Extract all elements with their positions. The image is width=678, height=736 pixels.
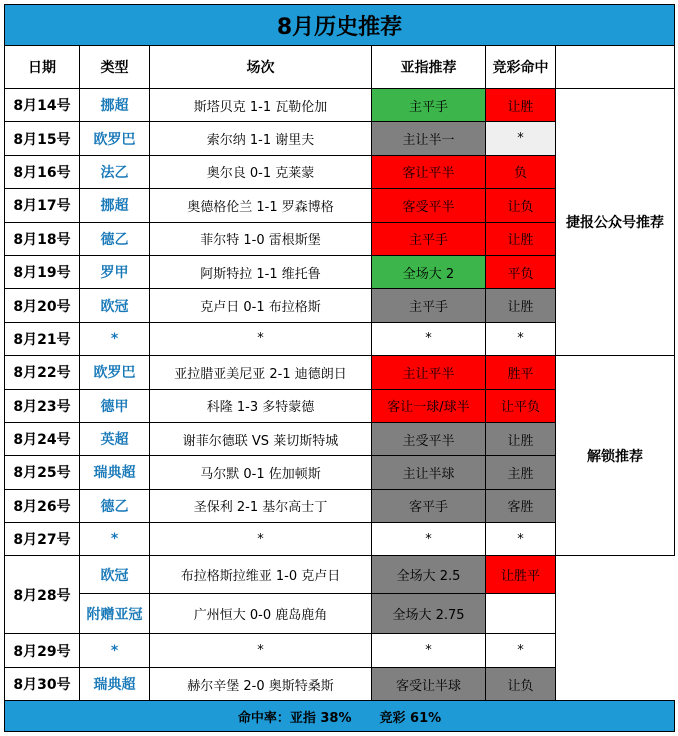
asia-cell: 客让一球/球半 <box>372 389 486 422</box>
type-cell: 附赠亚冠 <box>80 594 150 634</box>
jc-cell: 让负 <box>486 667 556 700</box>
match-cell: 广州恒大 0-0 鹿岛鹿角 <box>150 594 372 634</box>
date-cell: 8月16号 <box>5 155 80 188</box>
type-cell: 德甲 <box>80 389 150 422</box>
asia-cell: 全场大 2.75 <box>372 594 486 634</box>
footer-asia-rate: 命中率：亚指 38% <box>237 710 352 726</box>
side-label: 解锁推荐 <box>556 356 675 556</box>
side-label: 捷报公众号推荐 <box>556 89 675 356</box>
date-cell: 8月14号 <box>5 89 80 122</box>
jc-cell: 让胜 <box>486 422 556 455</box>
header-jc: 竞彩命中 <box>486 46 556 89</box>
asia-cell: 主让平半 <box>372 356 486 389</box>
footer-jc-rate: 竞彩 61% <box>379 710 442 726</box>
date-cell: 8月20号 <box>5 289 80 322</box>
match-cell: 阿斯特拉 1-1 维托鲁 <box>150 255 372 288</box>
match-cell: 圣保利 2-1 基尔高士丁 <box>150 489 372 522</box>
jc-cell: 胜平 <box>486 356 556 389</box>
match-cell: 克卢日 0-1 布拉格斯 <box>150 289 372 322</box>
jc-cell: * <box>486 322 556 355</box>
match-cell: * <box>150 322 372 355</box>
table-row <box>5 667 675 700</box>
type-cell: 德乙 <box>80 222 150 255</box>
type-cell: 欧冠 <box>80 289 150 322</box>
jc-cell: 平负 <box>486 255 556 288</box>
date-cell: 8月15号 <box>5 122 80 155</box>
date-cell: 8月30号 <box>5 667 80 700</box>
type-cell: 法乙 <box>80 155 150 188</box>
match-cell: 马尔默 0-1 佐加顿斯 <box>150 456 372 489</box>
match-cell: 索尔纳 1-1 谢里夫 <box>150 122 372 155</box>
date-cell: 8月27号 <box>5 523 80 556</box>
match-cell: * <box>150 523 372 556</box>
date-cell: 8月29号 <box>5 634 80 667</box>
type-cell: 挪超 <box>80 89 150 122</box>
jc-cell: 让胜平 <box>486 556 556 594</box>
match-cell: 奥尔良 0-1 克莱蒙 <box>150 155 372 188</box>
date-cell: 8月19号 <box>5 255 80 288</box>
asia-cell: 客让平半 <box>372 155 486 188</box>
match-cell: 斯塔贝克 1-1 瓦勒伦加 <box>150 89 372 122</box>
header-type: 类型 <box>80 46 150 89</box>
type-cell: 欧罗巴 <box>80 356 150 389</box>
jc-cell: 让胜 <box>486 289 556 322</box>
asia-cell: 主让半一 <box>372 122 486 155</box>
date-cell: 8月17号 <box>5 189 80 222</box>
asia-cell: 主平手 <box>372 89 486 122</box>
asia-cell: 主平手 <box>372 222 486 255</box>
header-date: 日期 <box>5 46 80 89</box>
asia-cell: 主平手 <box>372 289 486 322</box>
header-blank <box>556 46 675 89</box>
type-cell: 瑞典超 <box>80 667 150 700</box>
type-cell: * <box>80 523 150 556</box>
match-cell: 亚拉腊亚美尼亚 2-1 迪德朗日 <box>150 356 372 389</box>
type-cell: 德乙 <box>80 489 150 522</box>
jc-cell: 客胜 <box>486 489 556 522</box>
date-cell: 8月25号 <box>5 456 80 489</box>
asia-cell: 主受平半 <box>372 422 486 455</box>
type-cell: 欧冠 <box>80 556 150 594</box>
asia-cell: 主让半球 <box>372 456 486 489</box>
match-cell: 谢菲尔德联 VS 莱切斯特城 <box>150 422 372 455</box>
date-cell: 8月23号 <box>5 389 80 422</box>
type-cell: 欧罗巴 <box>80 122 150 155</box>
jc-cell <box>486 594 556 634</box>
type-cell: 瑞典超 <box>80 456 150 489</box>
jc-cell: 主胜 <box>486 456 556 489</box>
type-cell: * <box>80 322 150 355</box>
date-cell: 8月22号 <box>5 356 80 389</box>
asia-cell: * <box>372 322 486 355</box>
match-cell: * <box>150 634 372 667</box>
table-row <box>5 634 675 667</box>
asia-cell: 全场大 2 <box>372 255 486 288</box>
jc-cell: 让胜 <box>486 222 556 255</box>
jc-cell: * <box>486 634 556 667</box>
date-cell: 8月26号 <box>5 489 80 522</box>
page-title: 8月历史推荐 <box>5 5 675 46</box>
history-table <box>4 4 675 732</box>
table-row <box>5 89 675 122</box>
asia-cell: 全场大 2.5 <box>372 556 486 594</box>
jc-cell: 让平负 <box>486 389 556 422</box>
jc-cell: 让负 <box>486 189 556 222</box>
asia-cell: 客受让半球 <box>372 667 486 700</box>
header-match: 场次 <box>150 46 372 89</box>
date-cell: 8月18号 <box>5 222 80 255</box>
header-asia: 亚指推荐 <box>372 46 486 89</box>
type-cell: 英超 <box>80 422 150 455</box>
type-cell: * <box>80 634 150 667</box>
match-cell: 布拉格斯拉维亚 1-0 克卢日 <box>150 556 372 594</box>
jc-cell: 让胜 <box>486 89 556 122</box>
asia-cell: * <box>372 634 486 667</box>
match-cell: 科隆 1-3 多特蒙德 <box>150 389 372 422</box>
jc-cell: * <box>486 122 556 155</box>
asia-cell: 客受平半 <box>372 189 486 222</box>
date-cell: 8月28号 <box>5 556 80 634</box>
asia-cell: 客平手 <box>372 489 486 522</box>
footer-hit-rate <box>5 701 675 732</box>
match-cell: 赫尔辛堡 2-0 奥斯特桑斯 <box>150 667 372 700</box>
jc-cell: * <box>486 523 556 556</box>
date-cell: 8月21号 <box>5 322 80 355</box>
type-cell: 挪超 <box>80 189 150 222</box>
asia-cell: * <box>372 523 486 556</box>
type-cell: 罗甲 <box>80 255 150 288</box>
match-cell: 菲尔特 1-0 雷根斯堡 <box>150 222 372 255</box>
date-cell: 8月24号 <box>5 422 80 455</box>
jc-cell: 负 <box>486 155 556 188</box>
table-row <box>5 356 675 389</box>
match-cell: 奥德格伦兰 1-1 罗森博格 <box>150 189 372 222</box>
